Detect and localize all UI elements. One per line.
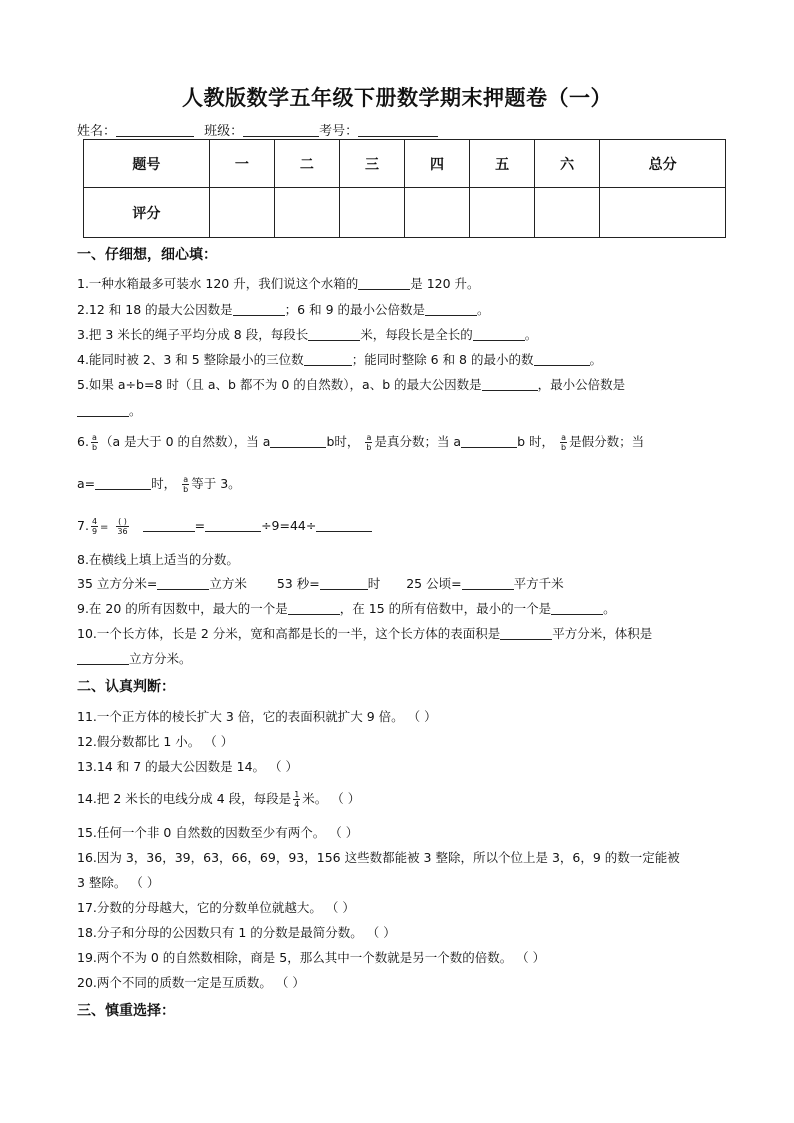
answer-blank[interactable] (77, 651, 129, 665)
answer-blank[interactable] (77, 403, 129, 417)
q2-text: 2.12 和 18 的最大公因数是 (77, 302, 233, 317)
question-7 (77, 517, 372, 537)
question-11: 11.一个正方体的棱长扩大 3 倍，它的表面积就扩大 9 倍。 （ ） (77, 709, 437, 724)
question-5 (77, 376, 625, 394)
q6-text-2: b时， (326, 434, 360, 449)
q7-text: ÷9=44÷ (261, 518, 317, 533)
answer-blank[interactable] (95, 476, 151, 490)
answer-blank[interactable] (500, 626, 552, 640)
score-header-cell: 题号 (84, 140, 210, 188)
name-label: 姓名： (77, 124, 117, 139)
question-13: 13.14 和 7 的最大公因数是 14。 （ ） (77, 759, 298, 774)
q9-text-mid: ，在 15 的所有倍数中，最小的一个是 (339, 601, 552, 616)
answer-blank[interactable] (473, 327, 525, 341)
score-cell[interactable] (600, 188, 726, 238)
q2-text-mid: ；6 和 9 的最小公倍数是 (284, 302, 425, 317)
question-16-continued: 3 整除。 （ ） (77, 875, 160, 890)
q5-text-mid: ，最小公倍数是 (537, 377, 626, 392)
q10-text: 10.一个长方体，长是 2 分米，宽和高都是长的一半，这个长方体的表面积是 (77, 626, 501, 641)
question-1 (77, 275, 480, 293)
q3-text: 3.把 3 米长的绳子平均分成 8 段，每段长 (77, 327, 309, 342)
score-header-cell: 二 (274, 140, 339, 188)
question-4 (77, 351, 602, 369)
q14-text-end: 米。 （ ） (302, 791, 361, 806)
score-header-cell: 六 (535, 140, 600, 188)
q6-number: 6. (77, 434, 89, 449)
section-3-heading: 三、慎重选择： (77, 1003, 175, 1019)
q10-text-mid: 平方分米，体积是 (552, 626, 653, 641)
score-cell[interactable] (209, 188, 274, 238)
answer-blank[interactable] (304, 352, 352, 366)
q6-text-3: 是真分数；当 a (374, 434, 462, 449)
page-title: 人教版数学五年级下册数学期末押题卷（一） (182, 86, 612, 110)
q7-equals: = (100, 522, 109, 533)
score-header-cell: 四 (404, 140, 469, 188)
fraction-blank-36: $\frac{( )}{36}$ (117, 517, 128, 536)
fraction-1-4: $\frac{1}{4}$ (294, 790, 300, 809)
question-12: 12.假分数都比 1 小。 （ ） (77, 734, 234, 749)
answer-blank[interactable] (358, 276, 410, 290)
question-19: 19.两个不为 0 的自然数相除，商是 5，那么其中一个数就是另一个数的倍数。 （ ） (77, 950, 546, 965)
question-6 (77, 433, 644, 452)
score-cell[interactable] (470, 188, 535, 238)
fraction-a-over-b: $\frac{a}{b}$ (366, 433, 372, 452)
q3-text-end: 。 (524, 327, 538, 342)
score-cell[interactable] (404, 188, 469, 238)
question-14 (77, 790, 360, 809)
q9-text: 9.在 20 的所有因数中，最大的一个是 (77, 601, 288, 616)
q8-item-2-unit: 时 (367, 576, 381, 591)
score-cell[interactable] (535, 188, 600, 238)
q6-text-5: 是假分数；当 (569, 434, 645, 449)
answer-blank[interactable] (205, 518, 261, 532)
answer-blank[interactable] (308, 327, 360, 341)
number-label: 考号： (319, 124, 359, 139)
answer-blank[interactable] (482, 377, 538, 391)
q8-item-3-unit: 平方千米 (513, 576, 564, 591)
class-blank[interactable] (243, 123, 319, 137)
question-9 (77, 600, 616, 618)
q9-text-end: 。 (603, 601, 616, 616)
score-cell[interactable] (339, 188, 404, 238)
q8-item-2: 53 秒= (276, 576, 320, 591)
class-label: 班级： (204, 124, 244, 139)
score-table (83, 139, 726, 238)
answer-blank[interactable] (461, 434, 517, 448)
score-cell[interactable] (274, 188, 339, 238)
fraction-a-over-b: $\frac{a}{b}$ (91, 433, 98, 452)
score-header-cell: 总分 (600, 140, 726, 188)
question-10 (77, 625, 652, 643)
question-2 (77, 301, 490, 319)
answer-blank[interactable] (157, 576, 209, 590)
q6-text-7: 时， (151, 476, 177, 491)
fraction-a-over-b: $\frac{a}{b}$ (560, 433, 567, 452)
q5-text-end: 。 (129, 403, 142, 418)
question-3 (77, 326, 537, 344)
q5-text: 5.如果 a÷b=8 时（且 a、b 都不为 0 的自然数），a、b 的最大公因数是 (77, 377, 482, 392)
question-15: 15.任何一个非 0 自然数的因数至少有两个。 （ ） (77, 825, 359, 840)
answer-blank[interactable] (316, 518, 372, 532)
q1-text: 1.一种水箱最多可装水 120 升，我们说这个水箱的 (77, 276, 359, 291)
score-table-score-row (84, 188, 726, 238)
answer-blank[interactable] (425, 302, 477, 316)
answer-blank[interactable] (551, 601, 603, 615)
question-16: 16.因为 3，36，39，63，66，69，93，156 这些数都能被 3 整除，所以个位上是 3，6，9 的数一定能被 (77, 850, 680, 865)
answer-blank[interactable] (143, 518, 195, 532)
question-10-continued (77, 650, 192, 668)
fraction-4-9: $\frac{4}{9}$ (91, 517, 98, 536)
question-5-continued (77, 402, 142, 420)
answer-blank[interactable] (270, 434, 326, 448)
question-17: 17.分数的分母越大，它的分数单位就越大。 （ ） (77, 900, 355, 915)
score-table-header-row (84, 140, 726, 188)
score-header-cell: 五 (470, 140, 535, 188)
section-2-heading: 二、认真判断： (77, 679, 175, 695)
answer-blank[interactable] (233, 302, 285, 316)
q4-text-end: 。 (589, 352, 603, 367)
score-header-cell: 三 (339, 140, 404, 188)
q7-number: 7. (77, 518, 89, 533)
q6-text-4: b 时， (517, 434, 554, 449)
q2-text-end: 。 (477, 302, 490, 317)
q6-text-8: 等于 3。 (191, 476, 241, 491)
answer-blank[interactable] (288, 601, 340, 615)
q3-text-mid: 米，每段长是全长的 (360, 327, 473, 342)
q8-item-1-unit: 立方米 (209, 576, 247, 591)
q4-text: 4.能同时被 2、3 和 5 整除最小的三位数 (77, 352, 304, 367)
answer-blank[interactable] (462, 576, 514, 590)
section-1-heading: 一、仔细想，细心填： (77, 247, 217, 263)
q4-text-mid: ；能同时整除 6 和 8 的最小的数 (351, 352, 534, 367)
score-header-cell: 一 (209, 140, 274, 188)
question-8-items (77, 575, 564, 593)
score-row-label: 评分 (84, 188, 210, 238)
question-8: 8.在横线上填上适当的分数。 (77, 552, 239, 567)
answer-blank[interactable] (320, 576, 368, 590)
question-6-continued (77, 475, 241, 494)
q6-text-6: a= (77, 476, 96, 491)
fraction-a-over-b: $\frac{a}{b}$ (183, 475, 189, 494)
answer-blank[interactable] (534, 352, 590, 366)
number-blank[interactable] (358, 123, 438, 137)
student-info-line (77, 120, 438, 139)
name-blank[interactable] (116, 123, 194, 137)
question-18: 18.分子和分母的公因数只有 1 的分数是最简分数。 （ ） (77, 925, 396, 940)
q10-text-end: 立方分米。 (129, 651, 192, 666)
q6-text: （a 是大于 0 的自然数），当 a (100, 434, 271, 449)
q1-text-end: 是 120 升。 (410, 276, 480, 291)
q14-text: 14.把 2 米长的电线分成 4 段，每段是 (77, 791, 292, 806)
q7-equals-2: = (194, 518, 206, 533)
q8-item-3: 25 公顷= (406, 576, 462, 591)
question-20: 20.两个不同的质数一定是互质数。 （ ） (77, 975, 305, 990)
q8-item-1: 35 立方分米= (77, 576, 158, 591)
